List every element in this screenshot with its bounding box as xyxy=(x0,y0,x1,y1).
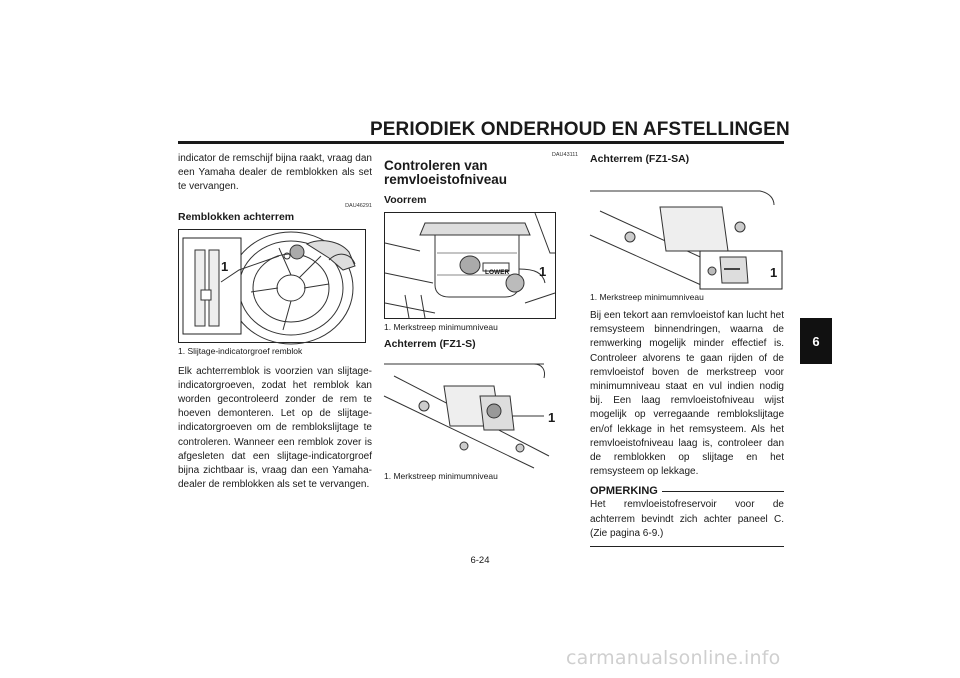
lower-mark-label: LOWER xyxy=(485,269,510,276)
intro-paragraph: indicator de remschijf bijna raakt, vraag dan een Yamaha dealer de remblokken als set te vervangen. xyxy=(178,153,372,193)
note-heading xyxy=(590,485,784,498)
column-1 xyxy=(178,152,372,492)
column-3 xyxy=(590,152,784,547)
page-number: 6-24 xyxy=(470,555,490,566)
figure-caption: 1. Slijtage-indicatorgroef remblok xyxy=(178,345,303,356)
body-paragraph: Elk achterremblok is voorzien van slijtage-indicatorgroeven, zodat het remblok kan worden gecontroleerd zonder de rem te hoeven demonteren. Let op de slijtage-indicatorgroeven om de remblokslijtage te controleren. Wanneer een remblok zover is afgesleten dat een slijtage-indicatorgroef bijna zichtbaar is, vraag dan een Yamaha-dealer de remblokken als set te vervangen. xyxy=(178,365,372,491)
subheading-rear-fz1sa: Achterrem (FZ1-SA) xyxy=(590,153,690,165)
rear-reservoir-fz1s-figure xyxy=(384,356,554,468)
section-code: DAU46291 xyxy=(345,202,372,209)
watermark: carmanualsonline.info xyxy=(566,647,781,669)
chapter-tab: 6 xyxy=(800,318,832,364)
section-heading: Remblokken achterrem xyxy=(178,210,295,223)
note-end-rule xyxy=(590,546,784,547)
figure-caption: 1. Merkstreep minimumniveau xyxy=(384,322,498,332)
figure-caption: 1. Merkstreep minimumniveau xyxy=(590,292,704,302)
rear-reservoir-fz1sa-figure xyxy=(590,171,784,289)
rear-brake-pad-figure xyxy=(178,229,366,343)
section-heading: Controleren van remvloeistofniveau xyxy=(384,158,508,187)
column-2 xyxy=(384,152,578,482)
body-paragraph: Bij een tekort aan remvloeistof kan lucht het remsysteem binnendringen, waarna de remwerking mogelijk minder effectief is. Controleer alvorens te gaan rijden of de remvloeistof boven de merkstreep voor minimumniveau staat en vul indien nodig bij. Een laag remvloeistofniveau wijst mogelijk op verregaande remblokslijtage en/of lekkage in het remsysteem. Als het remvloeistofniveau laag is, controleer dan de remblokken op slijtage en het remsysteem op lekkage. xyxy=(590,310,784,478)
subheading-front-brake: Voorrem xyxy=(384,194,427,206)
note-heading-rule xyxy=(662,491,784,492)
section-code: DAU43111 xyxy=(551,152,578,158)
page-title: PERIODIEK ONDERHOUD EN AFSTELLINGEN xyxy=(370,119,790,140)
note-heading-text: OPMERKING xyxy=(590,485,658,498)
figure-callout-1: 1 xyxy=(548,410,556,425)
figure-callout-1: 1 xyxy=(539,264,547,279)
subheading-rear-fz1s: Achterrem (FZ1-S) xyxy=(384,338,476,350)
figure-caption: 1. Merkstreep minimumniveau xyxy=(384,471,498,481)
figure-callout-1: 1 xyxy=(221,258,229,274)
note-body: Het remvloeistofreservoir voor de achterrem bevindt zich achter paneel C. (Zie pagina 6-9.) xyxy=(590,499,784,539)
title-rule xyxy=(178,141,784,144)
figure-callout-1: 1 xyxy=(770,265,778,280)
front-reservoir-figure xyxy=(384,212,556,319)
